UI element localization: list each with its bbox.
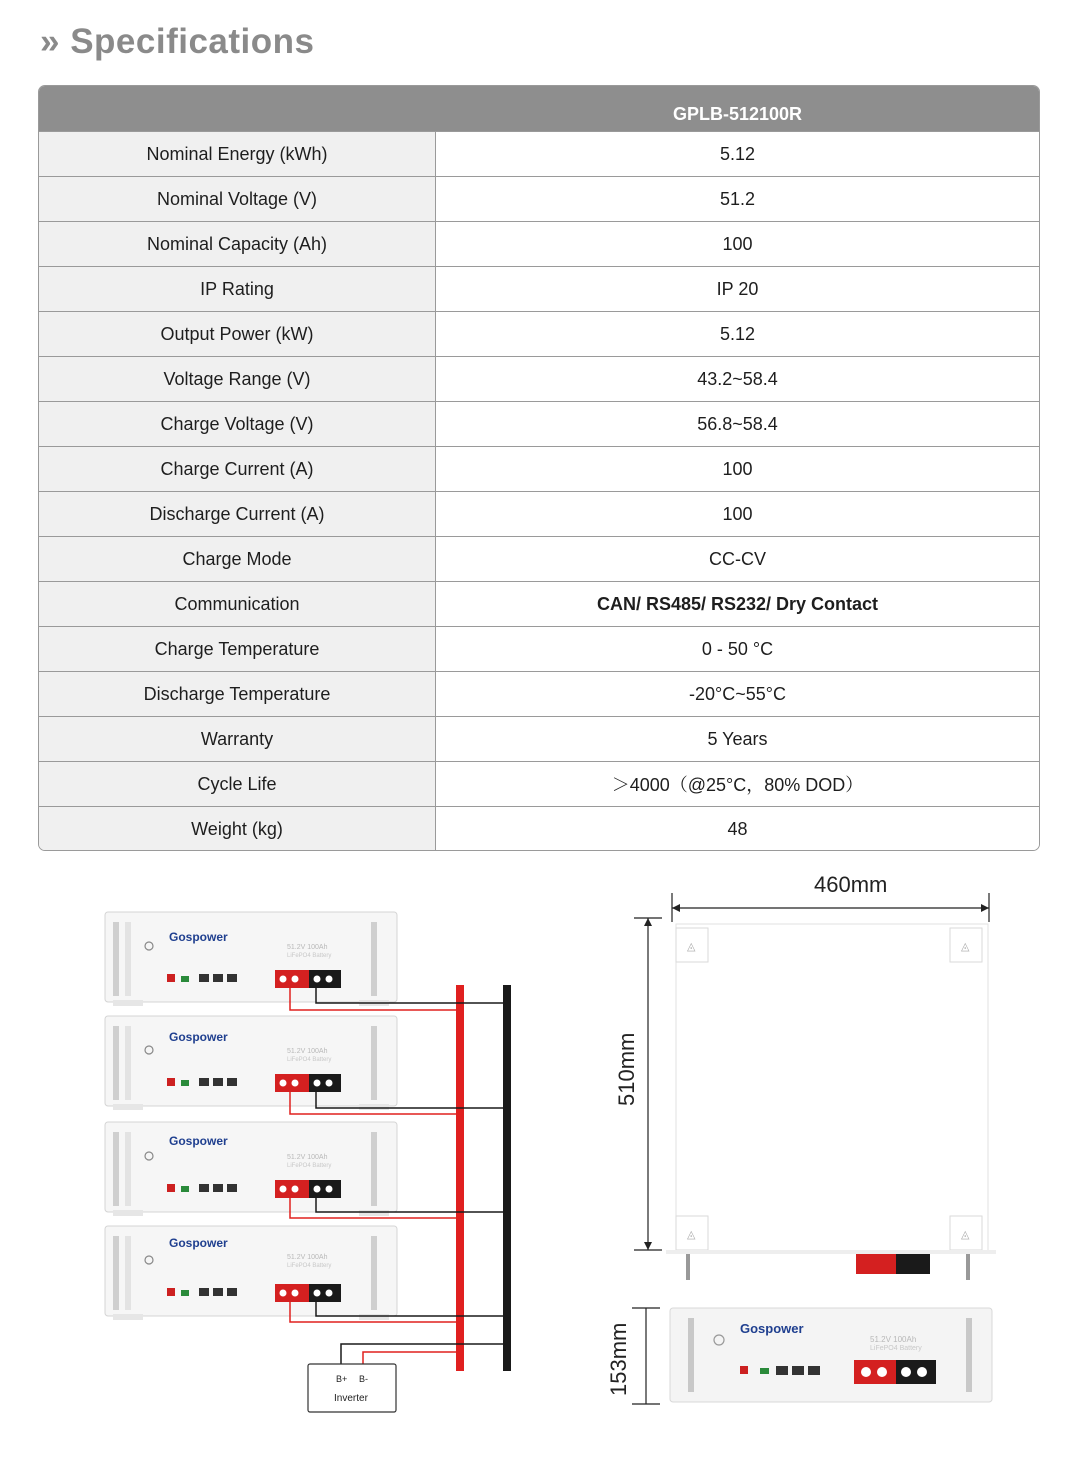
module-brand: Gospower	[169, 1134, 228, 1148]
b-minus-label: B-	[359, 1374, 368, 1384]
spec-value: CC-CV	[436, 537, 1039, 581]
spec-label: Charge Mode	[39, 537, 436, 581]
module-rating: 51.2V 100Ah	[287, 944, 328, 951]
table-row	[39, 491, 1039, 536]
table-row	[39, 311, 1039, 356]
table-row	[39, 761, 1039, 806]
svg-text:◬: ◬	[687, 1229, 696, 1241]
spec-label: Discharge Temperature	[39, 672, 436, 716]
spec-label: Output Power (kW)	[39, 312, 436, 356]
svg-text:◬: ◬	[961, 1229, 970, 1241]
spec-label: Communication	[39, 582, 436, 626]
table-row	[39, 356, 1039, 401]
width-dimension: 460mm	[814, 872, 888, 897]
spec-label: Charge Voltage (V)	[39, 402, 436, 446]
svg-text:◬: ◬	[961, 941, 970, 953]
spec-label: Warranty	[39, 717, 436, 761]
front-brand: Gospower	[740, 1321, 804, 1336]
module-chemistry: LiFePO4 Battery	[287, 1263, 332, 1269]
spec-label: Charge Temperature	[39, 627, 436, 671]
spec-label: Cycle Life	[39, 762, 436, 806]
spec-label: Nominal Capacity (Ah)	[39, 222, 436, 266]
diagram-canvas	[0, 860, 1076, 1460]
spec-label: Weight (kg)	[39, 807, 436, 851]
spec-value: 5.12	[436, 312, 1039, 356]
module-chemistry: LiFePO4 Battery	[287, 1057, 332, 1063]
module-chemistry: LiFePO4 Battery	[287, 1163, 332, 1169]
table-row	[39, 806, 1039, 851]
height-dimension: 153mm	[606, 1322, 631, 1396]
table-header	[39, 86, 1039, 131]
positive-busbar	[456, 985, 464, 1371]
spec-value: 100	[436, 222, 1039, 266]
spec-value: 56.8~58.4	[436, 402, 1039, 446]
battery-module-1	[105, 912, 397, 1006]
spec-value: CAN/ RS485/ RS232/ Dry Contact	[436, 582, 1039, 626]
table-row	[39, 176, 1039, 221]
spec-value: 0 - 50 °C	[436, 627, 1039, 671]
spec-label: IP Rating	[39, 267, 436, 311]
table-row	[39, 446, 1039, 491]
b-plus-label: B+	[336, 1374, 348, 1384]
table-row	[39, 221, 1039, 266]
spec-value: 100	[436, 447, 1039, 491]
specifications-table	[38, 85, 1040, 851]
spec-value: 43.2~58.4	[436, 357, 1039, 401]
spec-value: 5.12	[436, 132, 1039, 176]
spec-value: IP 20	[436, 267, 1039, 311]
spec-value: ＞4000（@25°C，80% DOD）	[436, 762, 1039, 806]
module-rating: 51.2V 100Ah	[287, 1154, 328, 1161]
table-row	[39, 536, 1039, 581]
table-row	[39, 671, 1039, 716]
spec-value: 5 Years	[436, 717, 1039, 761]
front-rating: 51.2V 100Ah	[870, 1335, 917, 1344]
spec-value: 100	[436, 492, 1039, 536]
module-chemistry: LiFePO4 Battery	[287, 953, 332, 959]
spec-label: Discharge Current (A)	[39, 492, 436, 536]
spec-value: -20°C~55°C	[436, 672, 1039, 716]
module-brand: Gospower	[169, 1030, 228, 1044]
inverter-label: Inverter	[334, 1393, 368, 1404]
top-view-drawing	[614, 872, 996, 1280]
model-name: GPLB-512100R	[672, 104, 803, 124]
table-body	[39, 131, 1039, 851]
front-chemistry: LiFePO4 Battery	[870, 1345, 922, 1352]
negative-busbar	[503, 985, 511, 1371]
inverter-box	[308, 1364, 396, 1412]
table-row	[39, 626, 1039, 671]
table-row	[39, 716, 1039, 761]
table-row	[39, 266, 1039, 311]
battery-module-3	[105, 1122, 397, 1216]
module-brand: Gospower	[169, 930, 228, 944]
spec-value: 48	[436, 807, 1039, 851]
table-row	[39, 131, 1039, 176]
spec-label: Nominal Voltage (V)	[39, 177, 436, 221]
battery-module-2	[105, 1016, 397, 1110]
page-title: » Specifications	[40, 22, 315, 61]
spec-label: Voltage Range (V)	[39, 357, 436, 401]
module-rating: 51.2V 100Ah	[287, 1048, 328, 1055]
product-diagrams	[0, 860, 1076, 1460]
module-brand: Gospower	[169, 1236, 228, 1250]
front-view-drawing	[606, 1308, 992, 1404]
table-row	[39, 581, 1039, 626]
table-row	[39, 401, 1039, 446]
depth-dimension: 510mm	[614, 1032, 639, 1106]
spec-value: 51.2	[436, 177, 1039, 221]
spec-label: Nominal Energy (kWh)	[39, 132, 436, 176]
battery-module-4	[105, 1226, 397, 1320]
svg-text:◬: ◬	[687, 941, 696, 953]
module-rating: 51.2V 100Ah	[287, 1254, 328, 1261]
spec-label: Charge Current (A)	[39, 447, 436, 491]
